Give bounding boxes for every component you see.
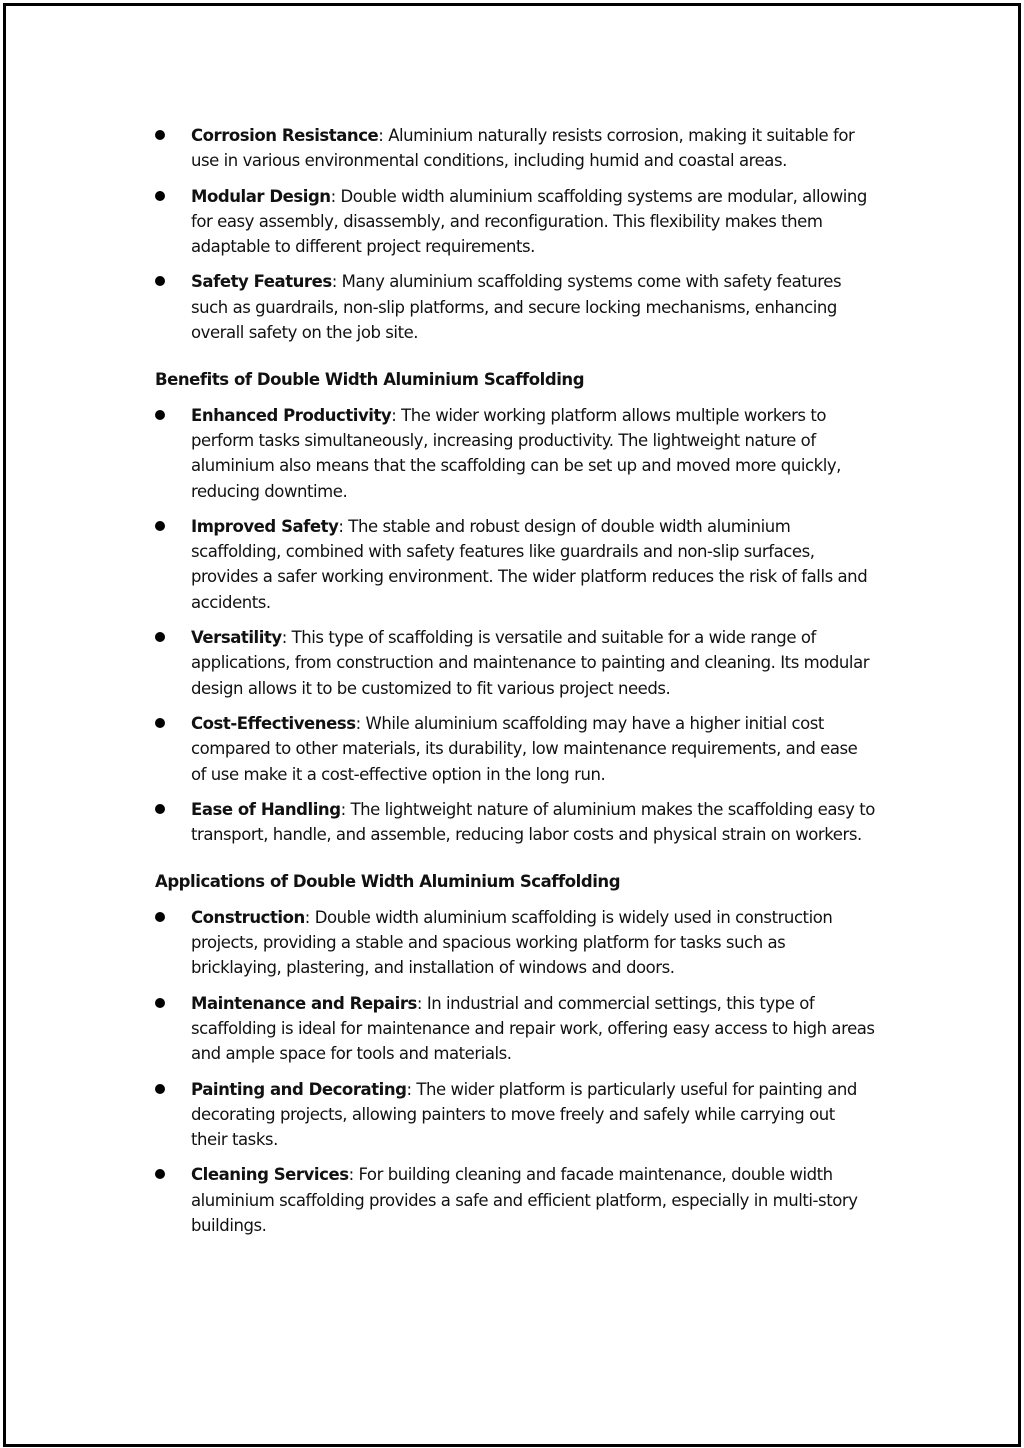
item-term: Construction (191, 907, 305, 927)
bullet-icon (155, 632, 165, 642)
bullet-icon (155, 130, 165, 140)
item-text: : Double width aluminium scaffolding systems are modular, allowing for easy assembly, disassembly, and reconfiguration. This flexibility makes them adaptable to different project requirements. (191, 186, 867, 257)
bullet-icon (155, 804, 165, 814)
item-text: : The lightweight nature of aluminium makes the scaffolding easy to transport, handle, and assemble, reducing labor costs and physical strain on workers. (191, 799, 875, 845)
section-heading: Applications of Double Width Aluminium Scaffolding (155, 872, 621, 892)
item-text: : The wider platform is particularly useful for painting and decorating projects, allowing painters to move freely and safely while carrying out their tasks. (191, 1079, 857, 1150)
item-text: : Aluminium naturally resists corrosion, making it suitable for use in various environmental conditions, including humid and coastal areas. (191, 126, 855, 171)
list-item (155, 797, 875, 848)
item-term: Cost-Effectiveness (191, 713, 356, 733)
bullet-icon (155, 912, 165, 922)
list-item (155, 1162, 875, 1238)
list-item (155, 403, 875, 504)
list-item (155, 269, 875, 345)
item-term: Improved Safety (191, 516, 339, 536)
document-body (155, 123, 875, 1248)
item-term: Corrosion Resistance (191, 126, 379, 145)
section-applications (155, 869, 875, 1238)
bullet-icon (155, 998, 165, 1008)
item-term: Safety Features (191, 272, 332, 292)
section-benefits (155, 367, 875, 847)
bullet-icon (155, 521, 165, 531)
item-text: : Many aluminium scaffolding systems come with safety features such as guardrails, non-slip platforms, and secure locking mechanisms, enhancing overall safety on the job site. (191, 272, 842, 343)
section-features (155, 123, 875, 345)
item-text: : Double width aluminium scaffolding is widely used in construction projects, providing a stable and spacious working platform for tasks such as bricklaying, plastering, and installation of windows and doors. (191, 907, 833, 978)
item-term: Ease of Handling (191, 799, 341, 819)
list-item (155, 184, 875, 260)
item-term: Maintenance and Repairs (191, 993, 417, 1013)
list-item (155, 991, 875, 1067)
item-term: Cleaning Services (191, 1165, 349, 1185)
section-heading: Benefits of Double Width Aluminium Scaffolding (155, 370, 585, 390)
item-text: : While aluminium scaffolding may have a higher initial cost compared to other materials, its durability, low maintenance requirements, and ease of use make it a cost-effective option in the long run. (191, 713, 858, 784)
bullet-icon (155, 191, 165, 201)
item-term: Versatility (191, 628, 282, 648)
bullet-icon (155, 1169, 165, 1179)
bullet-icon (155, 276, 165, 286)
list-item (155, 514, 875, 615)
item-text: : The wider working platform allows multiple workers to perform tasks simultaneously, increasing productivity. The lightweight nature of aluminium also means that the scaffolding can be set up and moved more quickly, reducing downtime. (191, 405, 841, 501)
item-text: : This type of scaffolding is versatile and suitable for a wide range of applications, from construction and maintenance to painting and cleaning. Its modular design allows it to be customized to fit various project needs. (191, 628, 870, 698)
list-item (155, 711, 875, 787)
list-item (155, 123, 875, 174)
item-term: Enhanced Productivity (191, 405, 392, 425)
list-item (155, 625, 875, 701)
bullet-icon (155, 1084, 165, 1094)
item-text: : In industrial and commercial settings, this type of scaffolding is ideal for maintenance and repair work, offering easy access to high areas and ample space for tools and materials. (191, 993, 875, 1064)
list-item (155, 1077, 875, 1153)
item-term: Modular Design (191, 186, 331, 206)
item-text: : For building cleaning and facade maintenance, double width aluminium scaffolding provides a safe and efficient platform, especially in multi-story buildings. (191, 1165, 858, 1235)
bullet-icon (155, 718, 165, 728)
list-item (155, 905, 875, 981)
bullet-icon (155, 410, 165, 420)
item-text: : The stable and robust design of double width aluminium scaffolding, combined with safety features like guardrails and non-slip surfaces, provides a safer working environment. The wider platform reduces the risk of falls and accidents. (191, 516, 868, 612)
item-term: Painting and Decorating (191, 1079, 407, 1099)
